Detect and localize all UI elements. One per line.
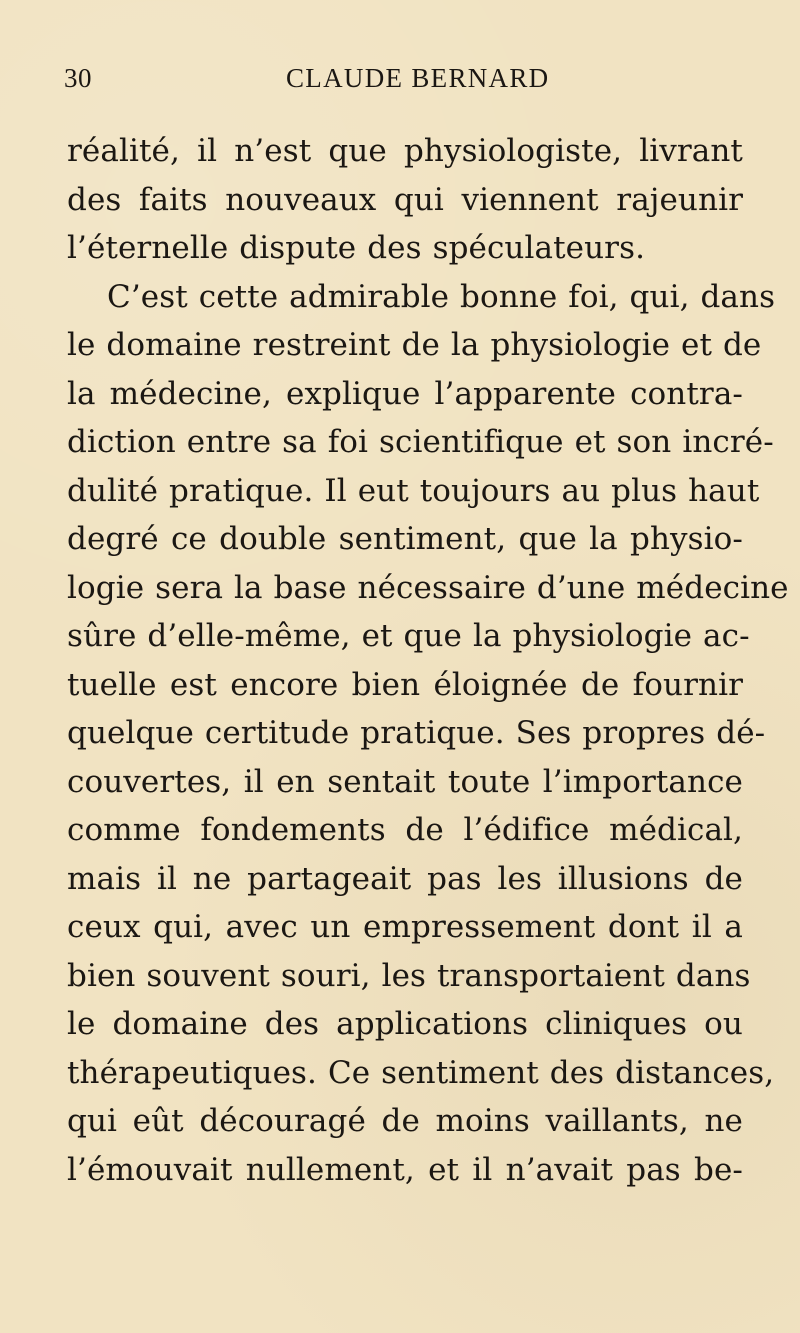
text-line: tuelle est encore bien éloignée de fournir xyxy=(67,666,743,703)
text-line: bien souvent souri, les transportaient dans xyxy=(67,957,751,994)
text-line: réalité, il n’est que physiologiste, livrant xyxy=(67,133,743,169)
page-number: 30 xyxy=(64,63,92,93)
text-line: quelque certitude pratique. Ses propres dé- xyxy=(67,715,766,751)
text-line: dulité pratique. Il eut toujours au plus haut xyxy=(67,472,760,509)
running-title: CLAUDE BERNARD xyxy=(286,63,550,93)
text-line: le domaine restreint de la physiologie et de xyxy=(67,327,762,363)
text-line: couvertes, il en sentait toute l’importance xyxy=(67,763,743,800)
text-line: la médecine, explique l’apparente contra- xyxy=(67,375,743,412)
body-text xyxy=(67,127,789,1194)
text-line: degré ce double sentiment, que la physio- xyxy=(67,521,743,557)
paragraph-first-line: C’est cette admirable bonne foi, qui, dans xyxy=(107,278,776,315)
text-line: logie sera la base nécessaire d’une médecine xyxy=(67,569,789,606)
text-line: ceux qui, avec un empressement dont il a xyxy=(67,909,743,945)
text-line: mais il ne partageait pas les illusions de xyxy=(67,860,743,897)
text-line: l’émouvait nullement, et il n’avait pas be- xyxy=(67,1151,743,1188)
text-line: comme fondements de l’édifice médical, xyxy=(67,812,743,848)
text-line: diction entre sa foi scientifique et son incré- xyxy=(67,424,774,460)
text-line: des faits nouveaux qui viennent rajeunir xyxy=(67,181,743,218)
text-line: sûre d’elle-même, et que la physiologie ac- xyxy=(67,618,750,654)
text-line: le domaine des applications cliniques ou xyxy=(67,1006,743,1042)
text-line: l’éternelle dispute des spéculateurs. xyxy=(67,230,646,266)
text-line: thérapeutiques. Ce sentiment des distances, xyxy=(67,1054,775,1091)
page-header xyxy=(0,62,800,98)
text-line: qui eût découragé de moins vaillants, ne xyxy=(67,1103,743,1139)
